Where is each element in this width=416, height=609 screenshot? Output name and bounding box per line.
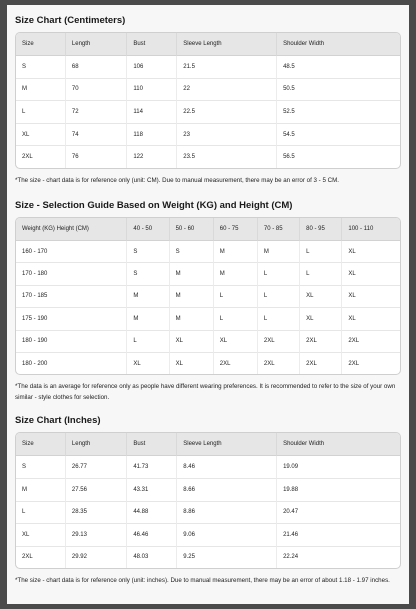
table-cell: 21.46 bbox=[277, 524, 400, 547]
table-row bbox=[16, 241, 400, 263]
table-cell: M bbox=[214, 263, 258, 285]
table-cell: 106 bbox=[127, 56, 177, 79]
table-cell: 28.35 bbox=[66, 502, 127, 525]
table-cell: 2XL bbox=[214, 353, 258, 374]
table-cell: 175 - 190 bbox=[16, 308, 127, 330]
inch-chart-note: *The size - chart data is for reference only (unit: inches). Due to manual measurement, there may be an error of about 1.18 - 1.97 inches. bbox=[15, 577, 390, 585]
table-cell: 56.5 bbox=[283, 154, 295, 161]
table-cell: L bbox=[127, 331, 169, 353]
table-cell: 22.24 bbox=[283, 554, 299, 561]
column-header: Length bbox=[66, 33, 127, 56]
table-cell: 8.46 bbox=[177, 456, 277, 479]
table-cell: XL bbox=[300, 286, 342, 308]
table-cell: L bbox=[16, 101, 66, 124]
table-cell: XL bbox=[127, 353, 169, 374]
table-row bbox=[16, 308, 400, 330]
table-row bbox=[16, 524, 400, 547]
guide-note: *The data is an average for reference only as people have different wearing preferences. It is recommended to refer to the size of your own similar - style clothes for selection. bbox=[15, 383, 396, 402]
table-cell: 114 bbox=[127, 101, 177, 124]
table-cell: 110 bbox=[127, 79, 177, 102]
table-cell: 8.66 bbox=[177, 479, 277, 502]
table-cell: M bbox=[16, 479, 66, 502]
table-cell: 44.88 bbox=[127, 502, 177, 525]
table-row bbox=[16, 146, 400, 168]
table-row bbox=[16, 124, 400, 147]
table-cell: 2XL bbox=[16, 146, 66, 168]
table-cell: 122 bbox=[127, 146, 177, 168]
column-header: 40 - 50 bbox=[127, 218, 169, 241]
table-cell: 19.88 bbox=[277, 479, 400, 502]
table-cell: 180 - 190 bbox=[16, 331, 127, 353]
table-cell: XL bbox=[342, 241, 400, 263]
table-cell: 21.5 bbox=[177, 56, 277, 79]
table-row bbox=[16, 479, 400, 502]
table-cell: 9.25 bbox=[177, 547, 277, 569]
table-cell: 22 bbox=[177, 79, 277, 102]
table-cell: L bbox=[258, 286, 300, 308]
table-cell: 2XL bbox=[348, 360, 360, 367]
size-chart-sheet bbox=[7, 5, 409, 604]
table-cell: 48.5 bbox=[277, 56, 400, 79]
table-cell: XL bbox=[342, 308, 400, 330]
table-cell: 19.09 bbox=[277, 456, 400, 479]
table-row bbox=[16, 456, 400, 479]
inch-size-table bbox=[15, 432, 401, 569]
table-row bbox=[16, 331, 400, 353]
table-row bbox=[16, 353, 400, 374]
table-cell: 2XL bbox=[300, 353, 342, 374]
column-header: Length bbox=[66, 433, 127, 456]
table-cell: M bbox=[170, 308, 214, 330]
column-header: Sleeve Length bbox=[177, 33, 277, 56]
table-cell: 74 bbox=[66, 124, 127, 147]
table-cell: 23 bbox=[177, 124, 277, 147]
table-cell: XL bbox=[170, 353, 214, 374]
table-cell: 72 bbox=[66, 101, 127, 124]
table-cell: M bbox=[214, 241, 258, 263]
table-row bbox=[16, 263, 400, 285]
cm-chart-title: Size Chart (Centimeters) bbox=[15, 15, 126, 26]
table-cell: 27.56 bbox=[66, 479, 127, 502]
table-cell: 68 bbox=[66, 56, 127, 79]
table-cell: 20.47 bbox=[277, 502, 400, 525]
table-cell: 2XL bbox=[16, 547, 66, 569]
table-cell: XL bbox=[214, 331, 258, 353]
table-cell: 41.73 bbox=[127, 456, 177, 479]
table-cell: XL bbox=[170, 331, 214, 353]
table-cell: 160 - 170 bbox=[16, 241, 127, 263]
table-cell: 118 bbox=[127, 124, 177, 147]
column-header: 60 - 75 bbox=[214, 218, 258, 241]
table-cell: L bbox=[300, 263, 342, 285]
table-cell: L bbox=[300, 241, 342, 263]
table-cell: M bbox=[170, 286, 214, 308]
table-row bbox=[16, 56, 400, 79]
table-cell: 2XL bbox=[300, 331, 342, 353]
cm-size-table bbox=[15, 32, 401, 169]
table-cell: 70 bbox=[66, 79, 127, 102]
table-cell: M bbox=[170, 263, 214, 285]
column-header: Sleeve Length bbox=[177, 433, 277, 456]
table-cell: 50.5 bbox=[277, 79, 400, 102]
table-cell: 23.5 bbox=[177, 146, 277, 168]
table-cell: S bbox=[16, 456, 66, 479]
table-cell: S bbox=[170, 241, 214, 263]
table-cell: S bbox=[127, 263, 169, 285]
table-cell: 180 - 200 bbox=[16, 353, 127, 374]
table-cell: M bbox=[16, 79, 66, 102]
table-cell: L bbox=[214, 308, 258, 330]
table-cell: S bbox=[127, 241, 169, 263]
table-cell: 48.03 bbox=[127, 547, 177, 569]
table-cell: S bbox=[16, 56, 66, 79]
table-cell: XL bbox=[342, 286, 400, 308]
table-header-row bbox=[16, 433, 400, 456]
guide-title: Size - Selection Guide Based on Weight (KG) and Height (CM) bbox=[15, 199, 293, 211]
table-row bbox=[16, 547, 400, 569]
table-cell: L bbox=[258, 263, 300, 285]
table-cell: 2XL bbox=[258, 331, 300, 353]
table-cell: 26.77 bbox=[66, 456, 127, 479]
table-row bbox=[16, 502, 400, 525]
table-cell: 170 - 185 bbox=[16, 286, 127, 308]
table-cell: XL bbox=[300, 308, 342, 330]
table-row bbox=[16, 101, 400, 124]
table-header-row bbox=[16, 218, 400, 241]
column-header: 70 - 85 bbox=[258, 218, 300, 241]
column-header: 50 - 60 bbox=[170, 218, 214, 241]
table-row bbox=[16, 286, 400, 308]
table-cell: L bbox=[16, 502, 66, 525]
column-header: Bust bbox=[127, 433, 177, 456]
table-cell: 22.5 bbox=[177, 101, 277, 124]
table-cell: 9.06 bbox=[177, 524, 277, 547]
table-header-row bbox=[16, 33, 400, 56]
cm-chart-note: *The size - chart data is for reference only (unit: CM). Due to manual measurement, there may be an error of 3 - 5 CM. bbox=[15, 176, 339, 184]
table-cell: XL bbox=[16, 124, 66, 147]
column-header: Size bbox=[16, 433, 66, 456]
table-cell: 8.86 bbox=[177, 502, 277, 525]
table-cell: 170 - 180 bbox=[16, 263, 127, 285]
table-cell: 52.5 bbox=[277, 101, 400, 124]
column-header: Weight (KG) Height (CM) bbox=[16, 218, 127, 241]
table-cell: 46.46 bbox=[127, 524, 177, 547]
inch-chart-title: Size Chart (Inches) bbox=[15, 415, 101, 427]
table-cell: 2XL bbox=[258, 353, 300, 374]
table-cell: XL bbox=[342, 263, 400, 285]
table-cell: L bbox=[258, 308, 300, 330]
table-cell: 2XL bbox=[342, 331, 400, 353]
column-header: Shoulder Width bbox=[277, 33, 400, 56]
column-header: Bust bbox=[127, 33, 177, 56]
table-cell: M bbox=[258, 241, 300, 263]
table-cell: M bbox=[127, 286, 169, 308]
table-cell: M bbox=[127, 308, 169, 330]
table-cell: 29.13 bbox=[66, 524, 127, 547]
table-cell: 29.92 bbox=[66, 547, 127, 569]
column-header: Shoulder Width bbox=[277, 433, 400, 456]
table-cell: L bbox=[214, 286, 258, 308]
table-cell: 54.5 bbox=[277, 124, 400, 147]
column-header: 100 - 110 bbox=[342, 218, 400, 241]
table-cell: 76 bbox=[66, 146, 127, 168]
size-guide-table bbox=[15, 217, 401, 375]
table-cell: 43.31 bbox=[127, 479, 177, 502]
column-header: 80 - 95 bbox=[300, 218, 342, 241]
column-header: Size bbox=[16, 33, 66, 56]
table-cell: XL bbox=[16, 524, 66, 547]
table-row bbox=[16, 79, 400, 102]
